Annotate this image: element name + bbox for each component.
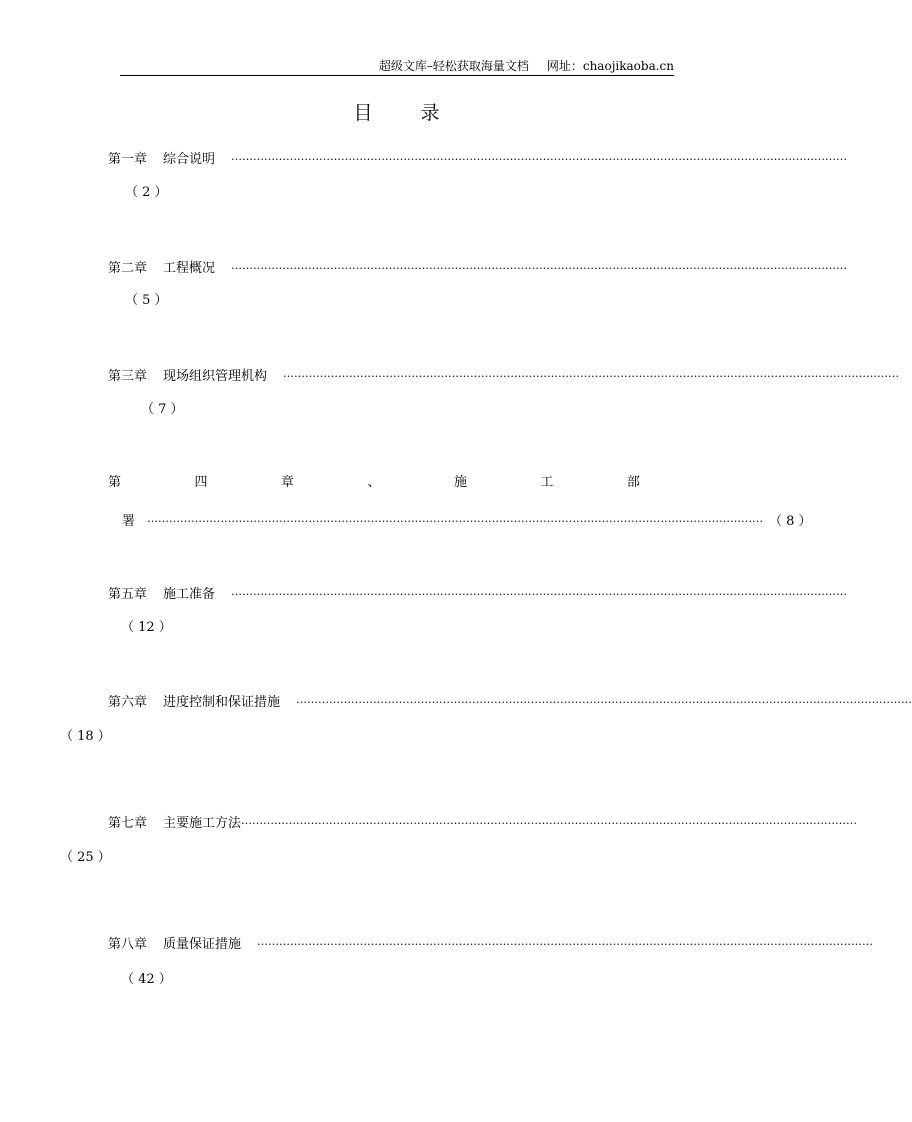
toc-page-number: （ 18 ） [60, 729, 111, 744]
chapter-title: 进度控制和保证措施 [163, 694, 281, 710]
chapter-number: 第五章 [108, 586, 148, 602]
toc-page-number: （ 8 ） [769, 513, 812, 529]
toc-page-number: （ 42 ） [121, 972, 172, 987]
chapter-title: 质量保证措施 [163, 936, 242, 952]
toc-entry-chapter-5[interactable] [108, 582, 848, 602]
leader-dots: …………………………………………………………………………………………………………………………………………………… [283, 367, 900, 380]
chapter-number: 第八章 [108, 936, 148, 952]
leader-dots: …………………………………………………………………………………………………………………………………………………… [257, 935, 874, 948]
toc-entry-chapter-4[interactable] [108, 473, 640, 493]
spread-char: 、 [367, 475, 381, 490]
spread-char: 施 [453, 475, 467, 490]
chapter-title: 综合说明 [163, 151, 216, 167]
chapter-number: 第一章 [108, 151, 148, 167]
spread-char: 四 [194, 475, 208, 490]
toc-entry-chapter-8[interactable] [108, 932, 874, 952]
header-library-name: 超级文库–轻松获取海量文档 [378, 59, 529, 73]
toc-page-number: （ 12 ） [121, 620, 172, 635]
chapter-number: 第二章 [108, 260, 148, 276]
chapter-number: 第六章 [108, 694, 148, 710]
toc-entry-chapter-4-continued[interactable] [122, 509, 812, 529]
spread-char: 工 [540, 475, 554, 490]
chapter-title: 工程概况 [163, 260, 216, 276]
chapter-number: 第七章 [108, 815, 148, 831]
spread-char: 章 [280, 475, 294, 490]
chapter-title: 施工准备 [163, 586, 216, 602]
toc-page-number: （ 5 ） [125, 293, 168, 308]
toc-title: 目录 [353, 102, 488, 124]
chapter-title-end: 署 [122, 513, 136, 529]
page-header [120, 57, 674, 76]
toc-entry-chapter-6[interactable] [108, 690, 912, 710]
toc-page-number: （ 25 ） [60, 850, 111, 865]
spread-char: 第 [108, 475, 122, 490]
toc-page-number: （ 2 ） [125, 185, 168, 200]
leader-dots: …………………………………………………………………………………………………………………………………………………… [231, 585, 848, 598]
chapter-title: 现场组织管理机构 [163, 368, 268, 384]
toc-entry-chapter-1[interactable] [108, 147, 848, 167]
leader-dots: …………………………………………………………………………………………………………………………………………………… [231, 150, 848, 163]
header-site-url: 网址：chaojikaoba.cn [546, 59, 674, 73]
toc-entry-chapter-7[interactable] [108, 811, 858, 831]
spread-char: 部 [626, 475, 640, 490]
toc-entry-chapter-2[interactable] [108, 256, 848, 276]
leader-dots: …………………………………………………………………………………………………………………………………………………… [147, 512, 764, 525]
leader-dots: …………………………………………………………………………………………………………………………………………………… [231, 259, 848, 272]
toc-entry-chapter-3[interactable] [108, 364, 900, 384]
toc-page-number: （ 7 ） [141, 402, 184, 417]
chapter-number: 第三章 [108, 368, 148, 384]
leader-dots: …………………………………………………………………………………………………………………………………………………… [241, 814, 858, 827]
leader-dots: …………………………………………………………………………………………………………………………………………………… [296, 693, 912, 706]
chapter-title: 主要施工方法 [163, 815, 242, 831]
